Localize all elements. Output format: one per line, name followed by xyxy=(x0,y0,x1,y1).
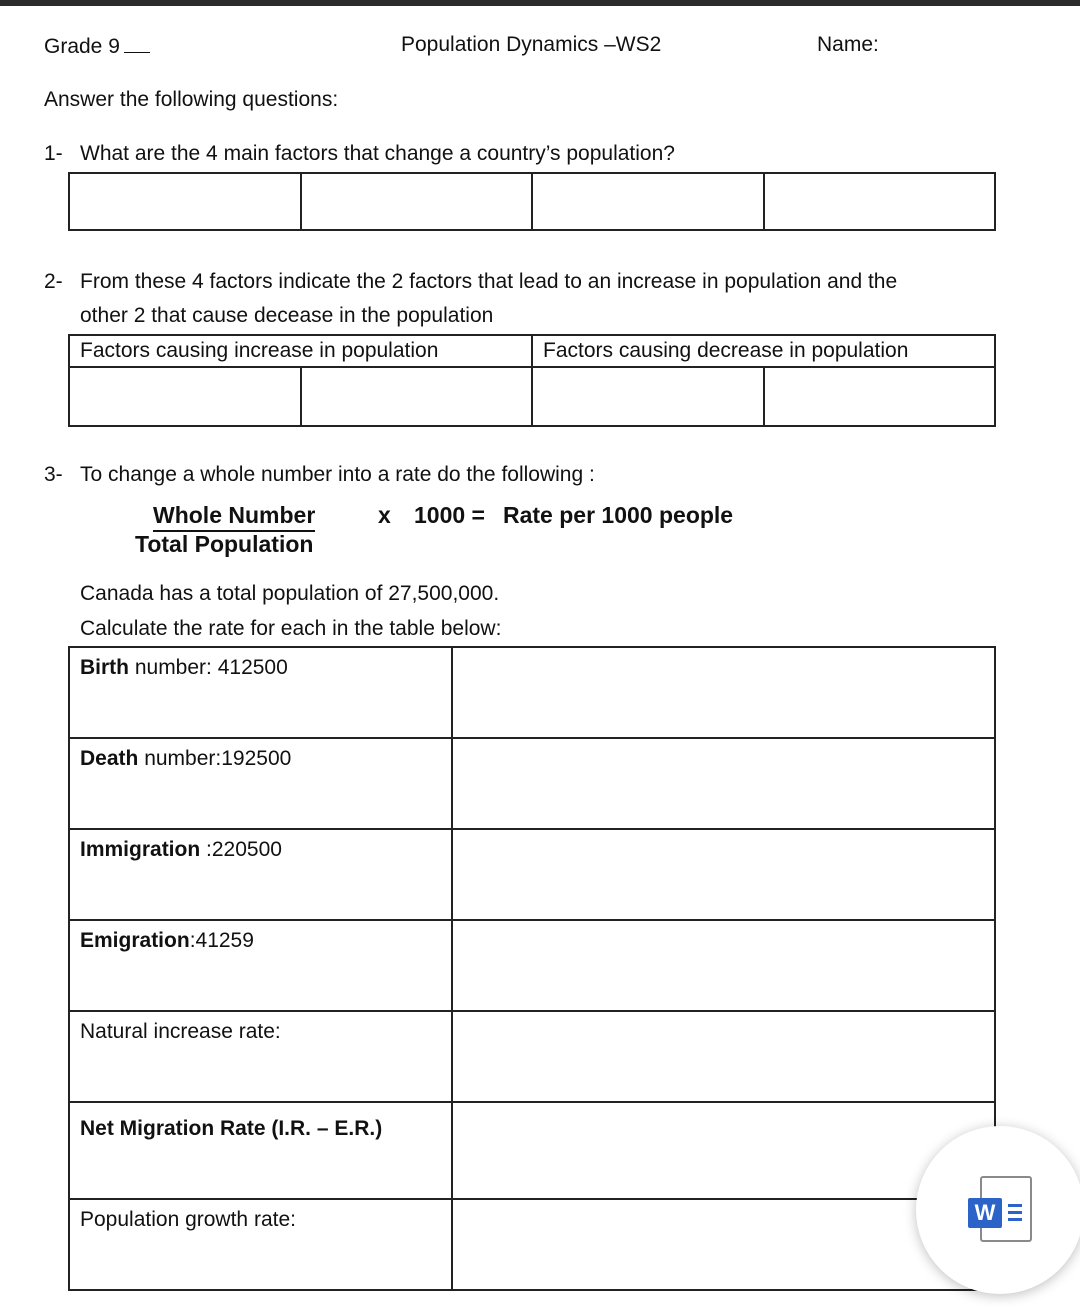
formula-numerator: Whole Number xyxy=(153,502,315,532)
increase-answer-cell[interactable] xyxy=(301,367,533,426)
decrease-header: Factors causing decrease in population xyxy=(532,335,995,367)
word-app-button[interactable] xyxy=(916,1126,1080,1294)
increase-answer-cell[interactable] xyxy=(69,367,301,426)
top-border xyxy=(0,0,1080,6)
decrease-answer-cell[interactable] xyxy=(532,367,764,426)
immigration-rate-answer-cell[interactable] xyxy=(452,829,995,920)
q1-answer-cell[interactable] xyxy=(532,173,764,230)
increase-header: Factors causing increase in population xyxy=(69,335,532,367)
net-migration-answer-cell[interactable] xyxy=(452,1102,995,1199)
immigration-row-label: Immigration :220500 xyxy=(69,829,452,920)
word-lines-icon xyxy=(1008,1204,1022,1225)
net-migration-row-label: Net Migration Rate (I.R. – E.R.) xyxy=(69,1102,452,1199)
death-rate-answer-cell[interactable] xyxy=(452,738,995,829)
q2-factors-table xyxy=(68,334,996,427)
grade-blank xyxy=(124,34,150,53)
grade-label: Grade 9 xyxy=(44,34,150,57)
death-row-label: Death number:192500 xyxy=(69,738,452,829)
name-label: Name: xyxy=(817,33,879,56)
calculate-instructions: Calculate the rate for each in the table below: xyxy=(80,617,502,640)
natural-increase-row-label: Natural increase rate: xyxy=(69,1011,452,1102)
growth-rate-answer-cell[interactable] xyxy=(452,1199,995,1290)
q1-answer-cell[interactable] xyxy=(69,173,301,230)
q2-number: 2- xyxy=(44,270,63,293)
worksheet-title: Population Dynamics –WS2 xyxy=(401,33,662,56)
q1-answer-table xyxy=(68,172,996,231)
q2-text-line1: From these 4 factors indicate the 2 factors that lead to an increase in population and the xyxy=(80,270,898,293)
formula-multiplier: 1000 = xyxy=(414,502,485,528)
q3-text: To change a whole number into a rate do the following : xyxy=(80,463,595,486)
q3-number: 3- xyxy=(44,463,63,486)
q1-number: 1- xyxy=(44,142,63,165)
natural-increase-answer-cell[interactable] xyxy=(452,1011,995,1102)
q1-answer-cell[interactable] xyxy=(301,173,533,230)
q2-text-line2: other 2 that cause decease in the population xyxy=(80,304,494,327)
word-badge-icon: W xyxy=(968,1198,1002,1228)
growth-rate-row-label: Population growth rate: xyxy=(69,1199,452,1290)
emigration-row-label: Emigration:41259 xyxy=(69,920,452,1011)
formula-denominator: Total Population xyxy=(135,531,314,557)
decrease-answer-cell[interactable] xyxy=(764,367,996,426)
q1-answer-cell[interactable] xyxy=(764,173,996,230)
canada-population-text: Canada has a total population of 27,500,000. xyxy=(80,582,500,605)
formula-operator: x xyxy=(378,502,391,528)
q1-text: What are the 4 main factors that change a country’s population? xyxy=(80,142,675,165)
instructions: Answer the following questions: xyxy=(44,88,339,111)
birth-rate-answer-cell[interactable] xyxy=(452,647,995,738)
emigration-rate-answer-cell[interactable] xyxy=(452,920,995,1011)
birth-row-label: Birth number: 412500 xyxy=(69,647,452,738)
formula-result: Rate per 1000 people xyxy=(503,502,734,528)
rate-calculation-table xyxy=(68,646,996,1291)
